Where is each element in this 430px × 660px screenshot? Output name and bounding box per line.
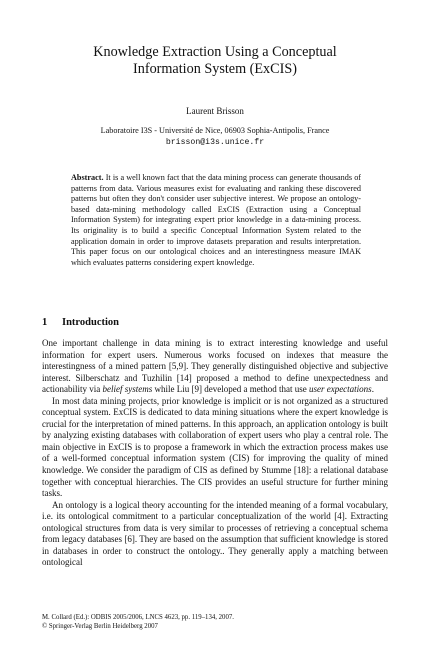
author-name: Laurent Brisson	[186, 106, 244, 116]
footer-citation: M. Collard (Ed.): ODBIS 2005/2006, LNCS 4623, pp. 119–134, 2007.	[42, 614, 234, 621]
author-email: brisson@i3s.unice.fr	[165, 138, 265, 147]
footer-copyright: © Springer-Verlag Berlin Heidelberg 2007	[42, 622, 158, 630]
paragraph-2: In most data mining projects, prior knowledge is implicit or is not organized as a structured conceptual system. ExCIS is dedicated to data mining situations where the expert knowledge is crucial for the interpretation of mined patterns. In this approach, an application ontology is built by analyzing existing databases with collaboration of expert users who play a central role. The main objective in ExCIS is to propose a framework in which the extraction process makes use of a well-formed conceptual information system (CIS) for improving the quality of mined knowledge. We consider the paradigm of CIS as defined by Stumme [18]: a relational database together with conceptual hierarchies. The CIS provides an useful structure for further mining tasks.	[42, 395, 388, 499]
emphasis-belief-systems: belief systems	[102, 384, 153, 395]
emphasis-user-expectations: user expectations	[308, 384, 372, 395]
abstract	[71, 173, 361, 268]
section-number: 1	[42, 317, 48, 328]
abstract-label: Abstract.	[71, 173, 104, 182]
abstract-text: It is a well known fact that the data mining process can generate thousands of patterns from data. Various measures exist for evaluating and ranking these discovered patterns but often they don't consider user subjective interest. We propose an ontology-based data-mining methodology called ExCIS (Extraction using a Conceptual Information System) for integrating expert prior knowledge in a data-mining process. Its originality is to build a specific Conceptual Information System related to the application domain in order to improve datasets preparation and results interpretation. This paper focus on our ontological choices and an interestingness measure IMAK which evaluates patterns considering expert knowledge.	[71, 173, 362, 267]
section-heading	[42, 316, 119, 329]
page-footer	[42, 614, 388, 631]
author-affiliation: Laboratoire I3S - Université de Nice, 06903 Sophia-Antipolis, France	[100, 126, 330, 135]
paragraph-3: An ontology is a logical theory accounting for the intended meaning of a formal vocabulary, i.e. its ontological commitment to a particular conceptualization of the world [4]. Extracting ontological structures from data is very similar to processes of retrieving a conceptual schema from legacy databases [6]. They are based on the assumption that sufficient knowledge is stored in databases in order to construct the ontology.. They generally apply a matching between ontological	[42, 499, 388, 568]
paragraph-1-text-a: One important challenge in data mining is to extract interesting knowledge and useful information for expert users. Numerous works focused on indexes that measure the interestingness of a mined pattern [5,9]. They generally distinguished objective and subjective interest. Silberschatz and Tuzhilin [14] proposed a method to define unexpectedness and actionability via	[42, 338, 388, 395]
title-line-2: Information System (ExCIS)	[133, 61, 297, 77]
paper-title	[40, 44, 390, 78]
section-title: Introduction	[62, 317, 119, 328]
paragraph-1	[42, 338, 388, 396]
paragraph-1-text-c: .	[371, 384, 374, 395]
paragraph-1-text-b: while Liu [9] developed a method that use	[152, 384, 309, 395]
title-line-1: Knowledge Extraction Using a Conceptual	[93, 44, 337, 60]
body-text	[42, 338, 388, 569]
